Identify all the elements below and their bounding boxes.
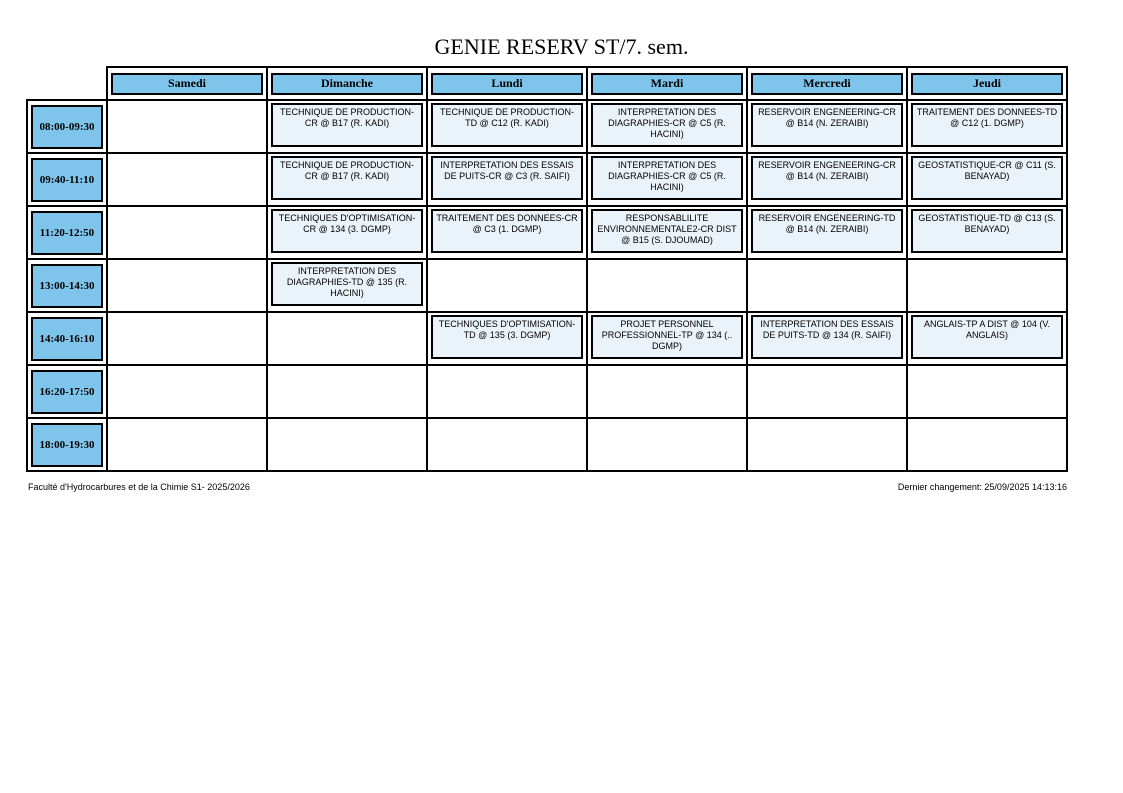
time-slot-cell bbox=[27, 418, 107, 471]
course-entry[interactable]: TECHNIQUES D'OPTIMISATION-CR @ 134 (3. DGMP) bbox=[271, 209, 423, 253]
course-entry[interactable]: INTERPRETATION DES ESSAIS DE PUITS-CR @ C3 (R. SAIFI) bbox=[431, 156, 583, 200]
day-header-cell bbox=[747, 67, 907, 100]
schedule-cell-dimanche bbox=[267, 100, 427, 153]
schedule-cell-jeudi bbox=[907, 206, 1067, 259]
schedule-cell-lundi bbox=[427, 365, 587, 418]
day-header-mardi: Mardi bbox=[591, 73, 743, 95]
schedule-cell-samedi bbox=[107, 418, 267, 471]
schedule-cell-samedi bbox=[107, 365, 267, 418]
course-entry[interactable]: INTERPRETATION DES DIAGRAPHIES-CR @ C5 (R. HACINI) bbox=[591, 103, 743, 147]
day-header-samedi: Samedi bbox=[111, 73, 263, 95]
schedule-cell-jeudi bbox=[907, 259, 1067, 312]
schedule-cell-mercredi bbox=[747, 100, 907, 153]
time-slot-row bbox=[27, 100, 1067, 153]
course-entry[interactable]: TECHNIQUE DE PRODUCTION-CR @ B17 (R. KADI) bbox=[271, 103, 423, 147]
footer-last-change: Dernier changement: 25/09/2025 14:13:16 bbox=[897, 482, 1067, 492]
schedule-cell-mardi bbox=[587, 259, 747, 312]
schedule-cell-samedi bbox=[107, 312, 267, 365]
schedule-cell-jeudi bbox=[907, 153, 1067, 206]
time-slot-cell bbox=[27, 206, 107, 259]
day-header-dimanche: Dimanche bbox=[271, 73, 423, 95]
schedule-cell-lundi bbox=[427, 312, 587, 365]
schedule-cell-mercredi bbox=[747, 418, 907, 471]
time-slot-row bbox=[27, 418, 1067, 471]
time-slot-label: 13:00-14:30 bbox=[31, 264, 103, 308]
schedule-cell-dimanche bbox=[267, 312, 427, 365]
time-slot-label: 16:20-17:50 bbox=[31, 370, 103, 414]
schedule-cell-mardi bbox=[587, 365, 747, 418]
schedule-cell-mercredi bbox=[747, 312, 907, 365]
day-header-cell bbox=[587, 67, 747, 100]
schedule-cell-lundi bbox=[427, 153, 587, 206]
time-slot-cell bbox=[27, 312, 107, 365]
time-slot-label: 08:00-09:30 bbox=[31, 105, 103, 149]
schedule-cell-samedi bbox=[107, 100, 267, 153]
schedule-cell-dimanche bbox=[267, 259, 427, 312]
course-entry[interactable]: RESPONSABLILITE ENVIRONNEMENTALE2-CR DIST @ B15 (S. DJOUMAD) bbox=[591, 209, 743, 253]
course-entry[interactable]: PROJET PERSONNEL PROFESSIONNEL-TP @ 134 (.. DGMP) bbox=[591, 315, 743, 359]
course-entry[interactable]: INTERPRETATION DES DIAGRAPHIES-TD @ 135 (R. HACINI) bbox=[271, 262, 423, 306]
time-slot-row bbox=[27, 153, 1067, 206]
schedule-cell-jeudi bbox=[907, 365, 1067, 418]
schedule-cell-samedi bbox=[107, 206, 267, 259]
time-slot-row bbox=[27, 206, 1067, 259]
schedule-cell-dimanche bbox=[267, 153, 427, 206]
timetable bbox=[26, 66, 1068, 472]
course-entry[interactable]: INTERPRETATION DES ESSAIS DE PUITS-TD @ 134 (R. SAIFI) bbox=[751, 315, 903, 359]
schedule-cell-jeudi bbox=[907, 418, 1067, 471]
corner-cell bbox=[27, 67, 107, 100]
time-slot-label: 18:00-19:30 bbox=[31, 423, 103, 467]
schedule-cell-mercredi bbox=[747, 153, 907, 206]
schedule-cell-lundi bbox=[427, 418, 587, 471]
schedule-cell-samedi bbox=[107, 259, 267, 312]
schedule-cell-mercredi bbox=[747, 206, 907, 259]
course-entry[interactable]: ANGLAIS-TP A DIST @ 104 (V. ANGLAIS) bbox=[911, 315, 1063, 359]
schedule-cell-mercredi bbox=[747, 259, 907, 312]
schedule-cell-dimanche bbox=[267, 418, 427, 471]
schedule-cell-dimanche bbox=[267, 365, 427, 418]
schedule-cell-mardi bbox=[587, 418, 747, 471]
time-slot-label: 14:40-16:10 bbox=[31, 317, 103, 361]
course-entry[interactable]: GEOSTATISTIQUE-CR @ C11 (S. BENAYAD) bbox=[911, 156, 1063, 200]
schedule-cell-jeudi bbox=[907, 100, 1067, 153]
day-header-row bbox=[27, 67, 1067, 100]
schedule-cell-lundi bbox=[427, 259, 587, 312]
day-header-mercredi: Mercredi bbox=[751, 73, 903, 95]
time-slot-cell bbox=[27, 153, 107, 206]
course-entry[interactable]: RESERVOIR ENGENEERING-TD @ B14 (N. ZERAIBI) bbox=[751, 209, 903, 253]
time-slot-cell bbox=[27, 259, 107, 312]
schedule-cell-jeudi bbox=[907, 312, 1067, 365]
day-header-cell bbox=[107, 67, 267, 100]
day-header-cell bbox=[267, 67, 427, 100]
page-title: GENIE RESERV ST/7. sem. bbox=[434, 34, 689, 59]
schedule-cell-mardi bbox=[587, 153, 747, 206]
course-entry[interactable]: TRAITEMENT DES DONNEES-TD @ C12 (1. DGMP) bbox=[911, 103, 1063, 147]
day-header-lundi: Lundi bbox=[431, 73, 583, 95]
day-header-jeudi: Jeudi bbox=[911, 73, 1063, 95]
footer-faculty: Faculté d'Hydrocarbures et de la Chimie S1- 2025/2026 bbox=[28, 482, 250, 492]
schedule-cell-lundi bbox=[427, 100, 587, 153]
time-slot-label: 11:20-12:50 bbox=[31, 211, 103, 255]
time-slot-row bbox=[27, 365, 1067, 418]
day-header-cell bbox=[907, 67, 1067, 100]
course-entry[interactable]: RESERVOIR ENGENEERING-CR @ B14 (N. ZERAIBI) bbox=[751, 156, 903, 200]
course-entry[interactable]: TECHNIQUES D'OPTIMISATION-TD @ 135 (3. DGMP) bbox=[431, 315, 583, 359]
time-slot-cell bbox=[27, 100, 107, 153]
schedule-cell-mardi bbox=[587, 206, 747, 259]
course-entry[interactable]: RESERVOIR ENGENEERING-CR @ B14 (N. ZERAIBI) bbox=[751, 103, 903, 147]
time-slot-cell bbox=[27, 365, 107, 418]
day-header-cell bbox=[427, 67, 587, 100]
course-entry[interactable]: TRAITEMENT DES DONNEES-CR @ C3 (1. DGMP) bbox=[431, 209, 583, 253]
course-entry[interactable]: INTERPRETATION DES DIAGRAPHIES-CR @ C5 (R. HACINI) bbox=[591, 156, 743, 200]
schedule-cell-lundi bbox=[427, 206, 587, 259]
schedule-cell-mardi bbox=[587, 312, 747, 365]
course-entry[interactable]: TECHNIQUE DE PRODUCTION-TD @ C12 (R. KADI) bbox=[431, 103, 583, 147]
schedule-cell-mercredi bbox=[747, 365, 907, 418]
schedule-cell-samedi bbox=[107, 153, 267, 206]
time-slot-row bbox=[27, 312, 1067, 365]
time-slot-label: 09:40-11:10 bbox=[31, 158, 103, 202]
time-slot-row bbox=[27, 259, 1067, 312]
schedule-cell-mardi bbox=[587, 100, 747, 153]
course-entry[interactable]: TECHNIQUE DE PRODUCTION-CR @ B17 (R. KADI) bbox=[271, 156, 423, 200]
course-entry[interactable]: GEOSTATISTIQUE-TD @ C13 (S. BENAYAD) bbox=[911, 209, 1063, 253]
schedule-cell-dimanche bbox=[267, 206, 427, 259]
